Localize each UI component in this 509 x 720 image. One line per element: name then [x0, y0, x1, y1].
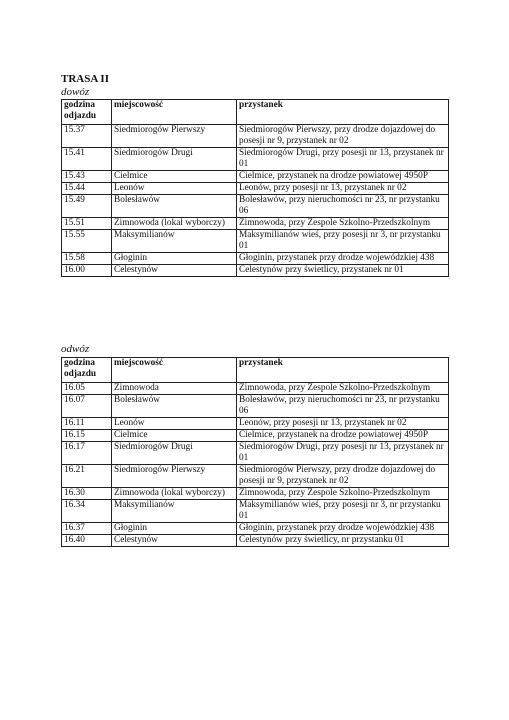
locality-cell: Zimnowoda: [112, 383, 237, 395]
table-row: [62, 465, 449, 488]
stop-cell: Zimnowoda, przy Zespole Szkolno-Przedszkolnym: [237, 218, 449, 230]
stop-cell: Siedmiorogów Drugi, przy posesji nr 13, przystanek nr 01: [237, 442, 449, 465]
locality-cell: Maksymilianów: [112, 230, 237, 253]
locality-cell: Zimnowoda (lokal wyborczy): [112, 218, 237, 230]
table-row: [62, 488, 449, 500]
locality-cell: Leonów: [112, 418, 237, 430]
timetable-odwoz: [61, 357, 449, 547]
stop-cell: Maksymilianów wieś, przy posesji nr 3, nr przystanku 01: [237, 500, 449, 523]
locality-cell: Siedmiorogów Pierwszy: [112, 125, 237, 148]
table-row: [62, 148, 449, 171]
locality-cell: Leonów: [112, 183, 237, 195]
departure-time-cell: 16.17: [62, 442, 112, 465]
table-row: [62, 253, 449, 265]
stop-cell: Maksymilianów wieś, przy posesji nr 3, nr przystanku 01: [237, 230, 449, 253]
table-row: [62, 230, 449, 253]
section-label-odwoz: odwóz: [61, 343, 90, 355]
locality-cell: Siedmiorogów Pierwszy: [112, 465, 237, 488]
departure-time-cell: 16.07: [62, 395, 112, 418]
stop-cell: Siedmiorogów Pierwszy, przy drodze dojazdowej do posesji nr 9, przystanek nr 02: [237, 125, 449, 148]
table-row: [62, 383, 449, 395]
locality-cell: Siedmiorogów Drugi: [112, 148, 237, 171]
locality-cell: Celestynów: [112, 265, 237, 277]
departure-time-cell: 16.30: [62, 488, 112, 500]
table-row: [62, 442, 449, 465]
locality-cell: Zimnowoda (lokal wyborczy): [112, 488, 237, 500]
stop-cell: Cielmice, przystanek na drodze powiatowej 4950P: [237, 430, 449, 442]
locality-cell: Cielmice: [112, 430, 237, 442]
departure-time-cell: 16.21: [62, 465, 112, 488]
departure-time-cell: 15.41: [62, 148, 112, 171]
locality-cell: Głoginin: [112, 253, 237, 265]
stop-cell: Cielmice, przystanek na drodze powiatowej 4950P: [237, 171, 449, 183]
departure-time-cell: 16.34: [62, 500, 112, 523]
column-header-time: godzina odjazdu: [62, 100, 112, 125]
locality-cell: Siedmiorogów Drugi: [112, 442, 237, 465]
departure-time-cell: 16.00: [62, 265, 112, 277]
departure-time-cell: 15.58: [62, 253, 112, 265]
stop-cell: Celestynów przy świetlicy, nr przystanku 01: [237, 535, 449, 547]
departure-time-cell: 15.43: [62, 171, 112, 183]
table-row: [62, 171, 449, 183]
stop-cell: Leonów, przy posesji nr 13, przystanek nr 02: [237, 418, 449, 430]
departure-time-cell: 15.44: [62, 183, 112, 195]
table-row: [62, 125, 449, 148]
stop-cell: Siedmiorogów Drugi, przy posesji nr 13, przystanek nr 01: [237, 148, 449, 171]
departure-time-cell: 15.37: [62, 125, 112, 148]
stop-cell: Leonów, przy posesji nr 13, przystanek nr 02: [237, 183, 449, 195]
locality-cell: Bolesławów: [112, 195, 237, 218]
stop-cell: Zimnowoda, przy Zespole Szkolno-Przedszkolnym: [237, 383, 449, 395]
column-header-stop: przystanek: [237, 100, 449, 125]
table-row: [62, 430, 449, 442]
table-header-row: [62, 358, 449, 383]
departure-time-cell: 15.51: [62, 218, 112, 230]
table-row: [62, 195, 449, 218]
stop-cell: Celestynów przy świetlicy, przystanek nr 01: [237, 265, 449, 277]
stop-cell: Głoginin, przystanek przy drodze wojewódzkiej 438: [237, 253, 449, 265]
departure-time-cell: 16.11: [62, 418, 112, 430]
column-header-place: miejscowość: [112, 100, 237, 125]
departure-time-cell: 15.49: [62, 195, 112, 218]
table-row: [62, 418, 449, 430]
stop-cell: Siedmiorogów Pierwszy, przy drodze dojazdowej do posesji nr 9, przystanek nr 02: [237, 465, 449, 488]
table-row: [62, 265, 449, 277]
stop-cell: Bolesławów, przy nieruchomości nr 23, nr przystanku 06: [237, 395, 449, 418]
locality-cell: Cielmice: [112, 171, 237, 183]
locality-cell: Maksymilianów: [112, 500, 237, 523]
locality-cell: Głoginin: [112, 523, 237, 535]
timetable-dowoz: [61, 99, 449, 277]
table-row: [62, 183, 449, 195]
column-header-stop: przystanek: [237, 358, 449, 383]
table-row: [62, 535, 449, 547]
departure-time-cell: 16.05: [62, 383, 112, 395]
column-header-time: godzina odjazdu: [62, 358, 112, 383]
stop-cell: Zimnowoda, przy Zespole Szkolno-Przedszkolnym: [237, 488, 449, 500]
route-title: TRASA II: [61, 73, 109, 85]
table-row: [62, 395, 449, 418]
departure-time-cell: 16.40: [62, 535, 112, 547]
departure-time-cell: 16.37: [62, 523, 112, 535]
locality-cell: Bolesławów: [112, 395, 237, 418]
departure-time-cell: 16.15: [62, 430, 112, 442]
locality-cell: Celestynów: [112, 535, 237, 547]
stop-cell: Bolesławów, przy nieruchomości nr 23, nr przystanku 06: [237, 195, 449, 218]
table-row: [62, 218, 449, 230]
departure-time-cell: 15.55: [62, 230, 112, 253]
column-header-place: miejscowość: [112, 358, 237, 383]
section-label-dowoz: dowóz: [61, 86, 90, 98]
table-row: [62, 500, 449, 523]
table-header-row: [62, 100, 449, 125]
stop-cell: Głoginin, przystanek przy drodze wojewódzkiej 438: [237, 523, 449, 535]
table-row: [62, 523, 449, 535]
